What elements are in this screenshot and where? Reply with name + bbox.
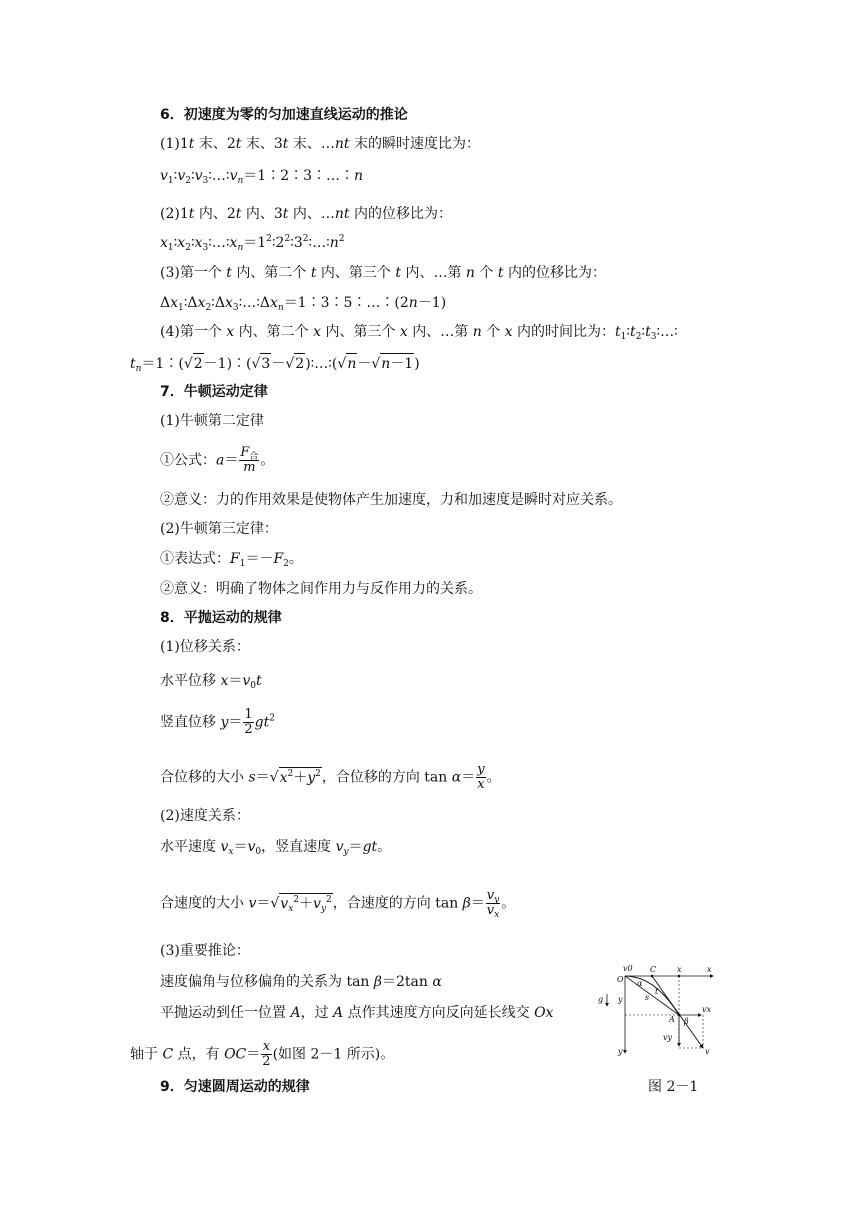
- figure-caption: 图 2－1: [648, 1079, 699, 1095]
- inference-oc-relation: 轴于 C 点，有 OC＝ $\frac{x}{2}$ (如图 2－1 所示)。: [130, 1039, 395, 1069]
- horizontal-displacement: 水平位移 $x=v_0t$: [160, 673, 262, 691]
- resultant-displacement: 合位移的大小 $s=√x^2+y^2$，合位移的方向 tan α＝ $\frac{y}{x}$ 。: [160, 762, 501, 792]
- label-c: C: [650, 965, 657, 974]
- velocity-components: 水平速度 $v_x=v_0$，竖直速度 $v_y=gt$。: [160, 839, 392, 857]
- section-6-title: 6．初速度为零的匀加速直线运动的推论: [160, 107, 408, 123]
- section-6-item-2: (2)1t 内、2t 内、3t 内、…nt 内的位移比为：: [160, 206, 452, 222]
- label-x-top: x: [677, 965, 682, 974]
- section-7-title: 7．牛顿运动定律: [160, 384, 268, 400]
- label-x-axis: x: [707, 965, 712, 974]
- label-v0: v0: [623, 964, 633, 973]
- label-alpha: α: [637, 979, 643, 988]
- section-8-item-2: (2)速度关系：: [160, 808, 250, 824]
- label-o: O: [617, 975, 624, 984]
- inference-angle-relation: 速度偏角与位移偏角的关系为 tan β＝2tan α: [160, 974, 442, 990]
- section-8-item-3: (3)重要推论：: [160, 943, 250, 959]
- section-8-title: 8．平抛运动的规律: [160, 610, 282, 626]
- section-7-item-2: (2)牛顿第三定律：: [160, 521, 278, 537]
- resultant-velocity: 合速度的大小 $v=√v_x^2+v_y^2$，合速度的方向 tan β＝ $\frac{v_y}{v_x}$ 。: [160, 888, 516, 920]
- newton-second-law-formula: ①公式：a＝ $\frac{F_合}{m}$ 。: [160, 445, 275, 475]
- projectile-motion-figure: [595, 960, 720, 1060]
- newton-third-law-meaning: ②意义：明确了物体之间作用力与反作用力的关系。: [160, 581, 482, 597]
- label-g: g: [598, 995, 604, 1004]
- label-v: v: [705, 1047, 710, 1056]
- section-8-item-1: (1)位移关系：: [160, 639, 250, 655]
- label-y-side: y: [618, 995, 623, 1004]
- label-vx: vx: [702, 1005, 712, 1014]
- section-6-eq-2: $x_1∶x_2∶x_3∶\dots∶x_n=1^2∶2^2∶3^2∶\dots∶n^2$: [160, 234, 345, 253]
- vertical-displacement: 竖直位移 y＝ $\frac{1}{2}$ $gt^2$: [160, 707, 275, 737]
- label-y-axis: y: [618, 1047, 623, 1056]
- inference-point-a: 平抛运动到任一位置 A，过 A 点作其速度方向反向延长线交 Ox: [160, 1005, 554, 1021]
- label-beta: β: [684, 1017, 689, 1026]
- label-s: s: [645, 993, 650, 1002]
- section-6-item-1: (1)1t 末、2t 末、3t 末、…nt 末的瞬时速度比为：: [160, 136, 480, 152]
- section-7-item-1: (1)牛顿第二定律: [160, 413, 264, 429]
- section-6-item-4: (4)第一个 x 内、第二个 x 内、第三个 x 内、…第 n 个 x 内的时间比为：$t_1∶t_2∶t_3∶\dots∶$: [160, 324, 678, 342]
- label-a: A: [669, 1015, 675, 1024]
- newton-second-law-meaning: ②意义：力的作用效果是使物体产生加速度，力和加速度是瞬时对应关系。: [160, 492, 622, 508]
- section-9-title: 9．匀速圆周运动的规律: [160, 1079, 310, 1095]
- newton-third-law-expression: ①表达式：$F_1=-F_2$。: [160, 551, 303, 569]
- section-6-eq-1: $v_1∶v_2∶v_3∶\dots∶v_n=1∶2∶3∶\dots∶n$: [160, 168, 364, 186]
- section-6-eq-4: $t_n=1∶(√2-1)∶(√3-√2)∶\dots∶(√n-√n-1)$: [130, 353, 420, 374]
- label-vy: vy: [663, 1033, 673, 1042]
- section-6-item-3: (3)第一个 t 内、第二个 t 内、第三个 t 内、…第 n 个 t 内的位移比为：: [160, 265, 606, 281]
- label-t: t: [655, 987, 659, 996]
- section-6-eq-3: $\Delta x_1∶\Delta x_2∶\Delta x_3∶\dots∶\Delta x_n=1∶3∶5∶\dots∶(2n-1)$: [160, 295, 447, 313]
